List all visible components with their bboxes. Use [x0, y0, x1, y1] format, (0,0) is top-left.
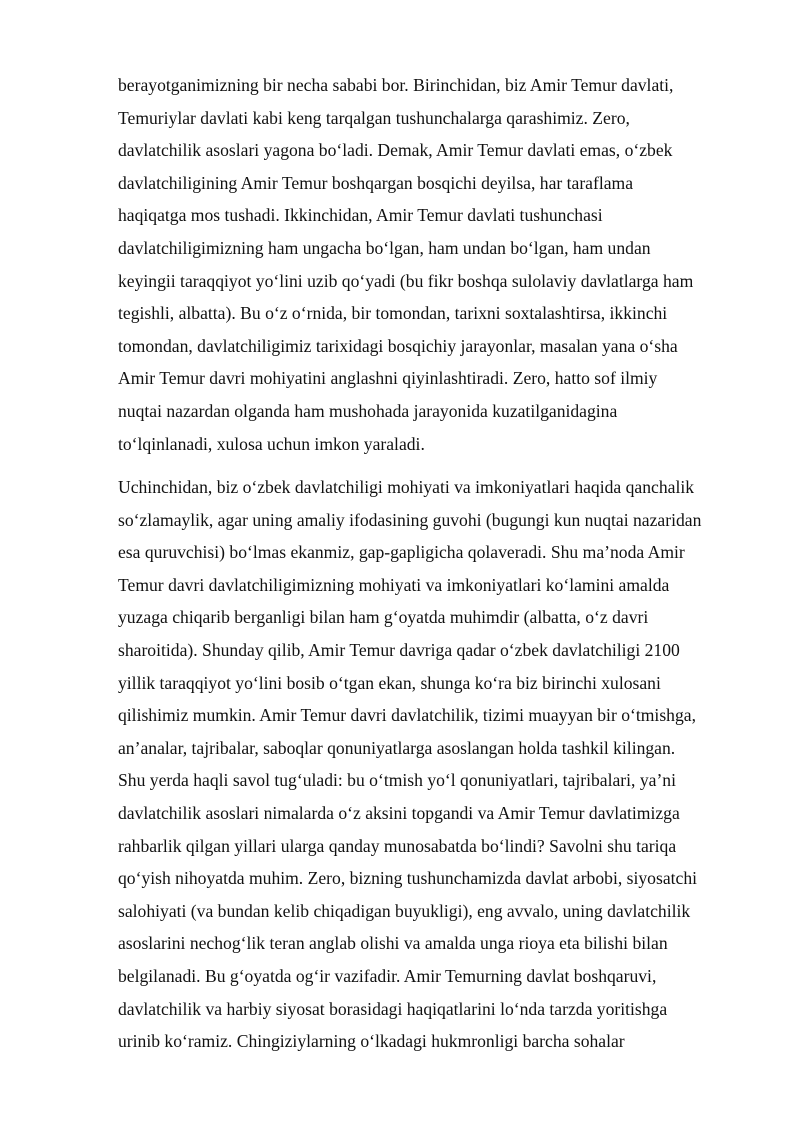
- text-line: davlatchiligimizning ham ungacha bo‘lgan, ham undan bo‘lgan, ham undan: [118, 237, 651, 258]
- text-line: berayotganimizning bir necha sababi bor. Birinchidan, biz Amir Temur davlati,: [118, 75, 674, 95]
- text-line: yuzaga chiqarib berganligi bilan ham g‘oyatda muhimdir (albatta, o‘z davri: [118, 607, 649, 628]
- text-line: an’analar, tajribalar, saboqlar qonuniyatlarga asoslangan holda tashkil kilingan.: [118, 737, 676, 758]
- text-line: keyingii taraqqiyot yo‘lini uzib qo‘yadi (bu fikr boshqa sulolaviy davlatlarga ham: [118, 270, 694, 291]
- text-line: haqiqatga mos tushadi. Ikkinchidan, Amir Temur davlati tushunchasi: [118, 205, 603, 226]
- text-line: davlatchilik asoslari yagona bo‘ladi. Demak, Amir Temur davlati emas, o‘zbek: [118, 140, 673, 161]
- text-line: qilishimiz mumkin. Amir Temur davri davlatchilik, tizimi muayyan bir o‘tmishga,: [118, 705, 696, 726]
- text-line: Temur davri davlatchiligimizning mohiyati va imkoniyatlari ko‘lamini amalda: [118, 574, 670, 595]
- text-line: yillik taraqqiyot yo‘lini bosib o‘tgan ekan, shunga ko‘ra biz birinchi xulosani: [118, 672, 661, 693]
- text-line: davlatchilik asoslari nimalarda o‘z aksini topgandi va Amir Temur davlatimizga: [118, 802, 680, 823]
- text-line: to‘lqinlanadi, xulosa uchun imkon yaraladi.: [118, 433, 425, 454]
- text-line: Shu yerda haqli savol tug‘uladi: bu o‘tmish yo‘l qonuniyatlari, tajribalari, ya’ni: [118, 770, 676, 791]
- text-line: davlatchilik va harbiy siyosat borasidagi haqiqatlarini lo‘nda tarzda yoritishga: [118, 998, 668, 1019]
- text-line: tegishli, albatta). Bu o‘z o‘rnida, bir tomondan, tarixni soxtalashtirsa, ikkinchi: [118, 303, 668, 324]
- text-line: rahbarlik qilgan yillari ularga qanday munosabatda bo‘lindi? Savolni shu tariqa: [118, 835, 677, 856]
- text-line: urinib ko‘ramiz. Chingiziylarning o‘lkadagi hukmronligi barcha sohalar: [118, 1031, 625, 1052]
- text-line: davlatchiligining Amir Temur boshqargan bosqichi deyilsa, har taraflama: [118, 172, 634, 193]
- text-line: esa quruvchisi) bo‘lmas ekanmiz, gap-gapligicha qolaveradi. Shu ma’noda Amir: [118, 542, 685, 563]
- text-line: sharoitida). Shunday qilib, Amir Temur davriga qadar o‘zbek davlatchiligi 2100: [118, 639, 680, 660]
- text-line: tomondan, davlatchiligimiz tarixidagi bosqichiy jarayonlar, masalan yana o‘sha: [118, 335, 678, 356]
- text-line: Amir Temur davri mohiyatini anglashni qiyinlashtiradi. Zero, hatto sof ilmiy: [118, 368, 658, 389]
- text-line: belgilanadi. Bu g‘oyatda og‘ir vazifadir. Amir Temurning davlat boshqaruvi,: [118, 965, 657, 986]
- paragraph-2: [118, 471, 738, 1058]
- paragraph-1: [118, 69, 738, 460]
- text-line: salohiyati (va bundan kelib chiqadigan buyukligi), eng avvalo, uning davlatchilik: [118, 900, 691, 921]
- text-line: so‘zlamaylik, agar uning amaliy ifodasining guvohi (bugungi kun nuqtai nazaridan: [118, 509, 702, 530]
- text-line: qo‘yish nihoyatda muhim. Zero, bizning tushunchamizda davlat arbobi, siyosatchi: [118, 868, 698, 889]
- text-line: asoslarini nechog‘lik teran anglab olishi va amalda unga rioya eta bilishi bilan: [118, 933, 668, 954]
- text-line: nuqtai nazardan olganda ham mushohada jarayonida kuzatilganidagina: [118, 400, 618, 421]
- text-line: Temuriylar davlati kabi keng tarqalgan tushunchalarga qarashimiz. Zero,: [118, 107, 630, 128]
- text-line: Uchinchidan, biz o‘zbek davlatchiligi mohiyati va imkoniyatlari haqida qanchalik: [118, 477, 695, 497]
